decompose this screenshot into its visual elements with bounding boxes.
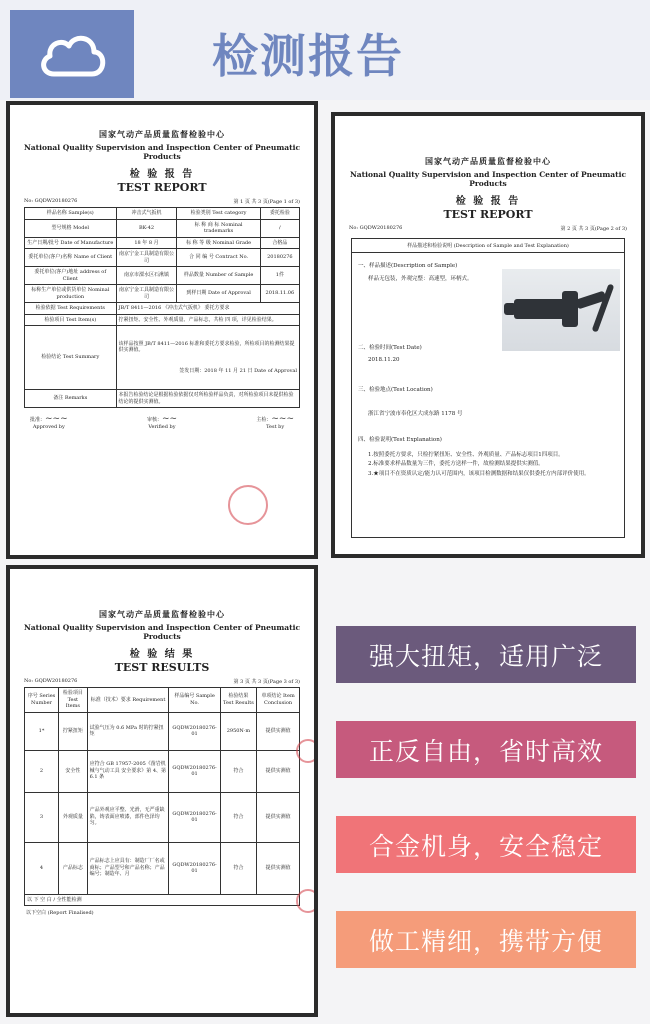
table-row: [25, 842, 300, 894]
report-title-en: TEST REPORT: [117, 181, 207, 194]
section-location: 三、检验地点(Test Location): [358, 387, 433, 393]
seal-stamp: [296, 889, 314, 913]
section-location-text: 浙江省宁波市奉化区大成东路 1178 号: [368, 411, 463, 417]
cell-value: 2018.11.06: [260, 285, 299, 303]
explanation-line: 1.按照委托方要求，只检拧紧扭矩、安全性、外观质量、产品标志项目1四项目。: [368, 452, 564, 458]
cell-value: 20180276: [260, 249, 299, 267]
summary-text: 该样品按照 JB/T 8411—2016 标准和委托方要求检验，所检项目的检测结果提供实测值。: [118, 340, 295, 354]
table-cell: 4: [25, 842, 59, 894]
cell-value: 18 年 8 月: [116, 237, 177, 249]
table-cell: 3: [25, 792, 59, 842]
cell-value: 合格品: [260, 237, 299, 249]
feature-label: 做工精细，携带方便: [368, 926, 603, 956]
cell-label: 样品名称 Sample(s): [25, 208, 117, 220]
column-header: 单项结论 Item Conclusion: [257, 688, 300, 713]
feature-label: 正反自由，省时高效: [368, 736, 603, 766]
report-title-cn: 检 验 报 告: [129, 169, 195, 180]
cell-label: 型号规格 Model: [25, 219, 117, 237]
cell-label: 检验依据 Test Requirements: [25, 303, 117, 315]
description-box: [351, 238, 625, 538]
box-heading: 样品描述和检验说明 (Description of Sample and Test Explanation): [352, 239, 624, 253]
cloud-icon: [36, 28, 108, 80]
report-title-en: TEST RESULTS: [114, 661, 210, 674]
report-no: No: GQDW20180276: [349, 225, 403, 231]
sign-label-en: Verified by: [148, 424, 176, 430]
sign-label: 主检：: [256, 417, 272, 423]
table-cell: 1*: [25, 712, 59, 750]
feature-pill-alloy: [336, 816, 636, 873]
column-header: 样品编号 Sample No.: [169, 688, 220, 713]
page-indicator: 第 1 页 共 3 页(Page 1 of 3): [233, 199, 300, 205]
column-header: 检验项目 Test Items: [59, 688, 88, 713]
table-cell: 符合: [220, 842, 257, 894]
table-cell: 符合: [220, 750, 257, 792]
table-cell: GQDW20180276-01: [169, 842, 220, 894]
seal-stamp: [296, 739, 314, 763]
explanation-list: [368, 451, 618, 479]
feature-pill-reversible: [336, 721, 636, 778]
section-test-date: 二、检验时间(Test Date): [358, 345, 422, 351]
cell-value: JB/T 8411—2016 《冲击式气扳机》 委托方要求: [116, 303, 299, 315]
section-sample: 一、样品描述(Description of Sample): [358, 263, 458, 269]
table-row: [25, 750, 300, 792]
report-finalised: 以下空白 (Report Finalised): [26, 910, 94, 916]
org-name-cn: 国家气动产品质量监督检验中心: [99, 129, 225, 139]
cell-label: 到样日期 Date of Approval: [177, 285, 260, 303]
section-explanation: 四、检验说明(Test Explanation): [358, 437, 442, 443]
explanation-line: 2.标准要求样品数量为三件，委托方送样一件，故检测结果提供实测值。: [368, 461, 544, 468]
cell-value: 1件: [260, 267, 299, 285]
org-name-en: National Quality Supervision and Inspection Center of Pneumatic Products: [23, 623, 301, 641]
product-photo: [502, 269, 620, 351]
section-test-date-text: 2018.11.20: [368, 357, 400, 363]
cell-label: 合 同 编 号 Contract No.: [177, 249, 260, 267]
table-row: [25, 712, 300, 750]
table-cell: GQDW20180276-01: [169, 712, 220, 750]
cell-label: 标 称 等 级 Nominal Grade: [177, 237, 260, 249]
cell-value: 南京宁金工具制造有限公司: [116, 249, 177, 267]
header-banner: [0, 0, 650, 100]
cell-value: 委托检验: [260, 208, 299, 220]
feature-pill-portable: [336, 911, 636, 968]
report-title-cn: 检 验 报 告: [455, 196, 521, 207]
sign-label-en: Approved by: [32, 424, 65, 430]
table-footer: 以 下 空 白 / 全性能检测: [25, 894, 300, 906]
sign-label: 批准：: [30, 417, 46, 423]
org-name-cn: 国家气动产品质量监督检验中心: [99, 609, 225, 619]
org-name-en: National Quality Supervision and Inspection Center of Pneumatic Products: [23, 143, 301, 161]
page-indicator: 第 2 页 共 3 页(Page 2 of 3): [560, 226, 627, 232]
cell-value: 冲击式气扳机: [116, 208, 177, 220]
signature-verified: [147, 414, 177, 430]
cell-label: 样品数量 Number of Sample: [177, 267, 260, 285]
column-header: 检验结果 Test Results: [220, 688, 257, 713]
table-cell: 外观质量: [59, 792, 88, 842]
cell-label: 检验类别 Test category: [177, 208, 260, 220]
table-cell: 2950N·m: [220, 712, 257, 750]
feature-label: 强大扭矩，适用广泛: [368, 641, 603, 671]
report-no: No: GQDW20180276: [24, 678, 78, 684]
handwritten-signature: ~~~: [271, 414, 294, 424]
cell-value: 南京市溧水区石湫镇: [116, 267, 177, 285]
signature-approved: [30, 414, 68, 430]
report-page-3: [6, 565, 318, 1017]
results-table: [24, 687, 300, 906]
feature-label: 合金机身，安全稳定: [368, 831, 603, 861]
logo-box: [10, 10, 134, 98]
sign-label-en: Test by: [266, 424, 285, 430]
table-cell: 符合: [220, 792, 257, 842]
table-cell: 应符合 GB 17957-2005《凿岩机械与气动工具 安全要求》第 4、第 6.1 条: [87, 750, 169, 792]
table-cell: 提供实测值: [257, 792, 300, 842]
table-cell: 拧紧扭矩: [59, 712, 88, 750]
handwritten-signature: ~~~: [45, 414, 68, 424]
table-cell: 2: [25, 750, 59, 792]
cell-label: 生产日期/批号 Date of Manufacture: [25, 237, 117, 249]
cell-value: 南京宁金工具制造有限公司: [116, 285, 177, 303]
report-info-table: [24, 207, 300, 408]
table-cell: 提供实测值: [257, 712, 300, 750]
signature-tested: [256, 414, 294, 430]
table-footer-row: [25, 894, 300, 906]
cell-label: 委托单位(客户)地址 address of Client: [25, 267, 117, 285]
table-cell: 提供实测值: [257, 750, 300, 792]
summary-cell: [116, 326, 299, 390]
seal-stamp: [228, 485, 268, 525]
cell-label: 检验结论 Test Summary: [25, 326, 117, 390]
feature-pill-torque: [336, 626, 636, 683]
report-title-cn: 检 验 结 果: [129, 649, 195, 660]
report-title-en: TEST REPORT: [443, 208, 533, 221]
report-no: No: GQDW20180276: [24, 198, 78, 204]
table-cell: 提供实测值: [257, 842, 300, 894]
handwritten-signature: ~~: [161, 414, 178, 424]
explanation-line: 3.★项目不在资质认定/能力认可范围内，该项目检测数据和结果仅供委托方内部评价使用。: [368, 470, 590, 477]
table-cell: GQDW20180276-01: [169, 792, 220, 842]
cell-value: 拧紧扭矩、安全性、外观质量、产品标志，共检 四 项，详见检验结果。: [116, 314, 299, 326]
table-cell: 产品标志: [59, 842, 88, 894]
org-name-en: National Quality Supervision and Inspection Center of Pneumatic Products: [349, 170, 627, 188]
page-indicator: 第 3 页 共 3 页(Page 3 of 3): [233, 679, 300, 685]
section-sample-text: 样品无包装，外观完整：高速型，环柄式。: [368, 276, 473, 282]
table-cell: 产品标志上应具有：制造厂厂名或商标；产品型号和产品名称；产品编号；制造年、月: [87, 842, 169, 894]
cell-label: 标 称 商 标 Nominal trademarks: [177, 219, 260, 237]
cell-value: 本报告检验结论是根据检验依据仅对所检验样品负责，对所检验项目未提供检验结论的提供实测值。: [116, 390, 299, 408]
cell-label: 委托单位(客户)名称 Name of Client: [25, 249, 117, 267]
cell-value: /: [260, 219, 299, 237]
table-header-row: [25, 688, 300, 713]
org-name-cn: 国家气动产品质量监督检验中心: [425, 156, 551, 166]
cell-label: 标称生产单位或供货单位 Nominal production: [25, 285, 117, 303]
table-cell: 试验气压为 0.6 MPa 时的拧紧扭矩: [87, 712, 169, 750]
sign-label: 审核：: [146, 417, 162, 423]
table-cell: 安全性: [59, 750, 88, 792]
report-page-1: [6, 101, 318, 559]
signature-row: [10, 408, 314, 430]
cell-label: 备注 Remarks: [25, 390, 117, 408]
column-header: 标准（技术）要求 Requirement: [87, 688, 169, 713]
table-row: [25, 792, 300, 842]
cell-label: 检验项目 Test Item(s): [25, 314, 117, 326]
issue-date: 签发日期：2018 年 11 月 21 日 Date of Approval: [179, 367, 297, 374]
report-page-2: [331, 112, 645, 558]
page-title: 检测报告: [212, 29, 404, 83]
column-header: 序号 Series Number: [25, 688, 59, 713]
table-cell: GQDW20180276-01: [169, 750, 220, 792]
table-cell: 产品外观应平整、光滑，无严重缺陷，铸表面应喷漆，部件色泽均匀。: [87, 792, 169, 842]
cell-value: BK-42: [116, 219, 177, 237]
